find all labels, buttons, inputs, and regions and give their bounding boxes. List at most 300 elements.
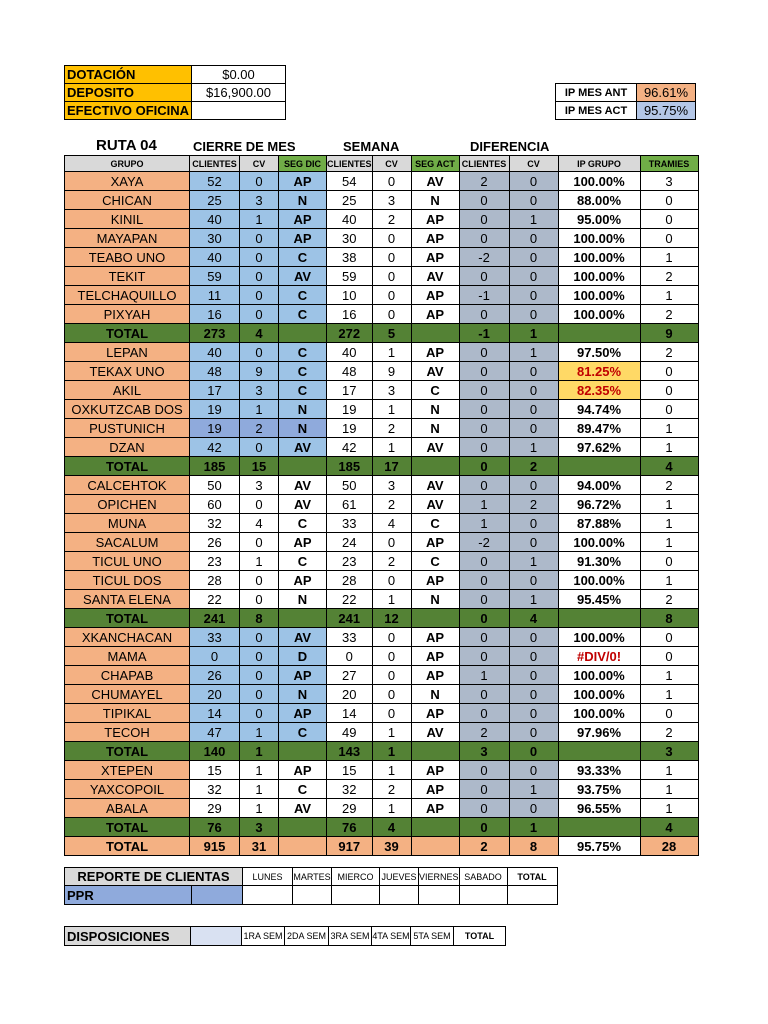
diff-clientes-cell: 0 [459, 685, 509, 704]
clientes-cell[interactable]: 40 [327, 210, 373, 229]
cv-cell[interactable]: 0 [372, 533, 411, 552]
diff-cv-cell: 0 [509, 666, 558, 685]
seg-act-cell[interactable]: AP [411, 761, 459, 780]
total-clientes: 143 [327, 742, 373, 761]
clientes-cell[interactable]: 26 [190, 533, 240, 552]
seg-act-cell[interactable]: N [411, 191, 459, 210]
seg-act-cell[interactable]: AP [411, 666, 459, 685]
summary-value[interactable]: $16,900.00 [192, 84, 286, 102]
table-row [65, 172, 699, 191]
clientes-cell[interactable]: 32 [327, 780, 373, 799]
clientes-cell[interactable]: 26 [190, 666, 240, 685]
clientes-cell[interactable]: 20 [327, 685, 373, 704]
cv-cell[interactable]: 9 [240, 362, 279, 381]
cv-cell[interactable]: 0 [240, 628, 279, 647]
total-cv: 3 [240, 818, 279, 837]
grand-total-diff-clientes: 2 [459, 837, 509, 856]
clientes-cell[interactable]: 23 [327, 552, 373, 571]
column-header: CV [240, 156, 279, 172]
seg-act-cell[interactable]: AP [411, 704, 459, 723]
clientes-cell[interactable]: 40 [327, 343, 373, 362]
seg-act-cell[interactable]: AV [411, 172, 459, 191]
tramites-cell[interactable]: 1 [640, 571, 698, 590]
clientes-cell[interactable]: 40 [190, 248, 240, 267]
total-label: TOTAL [65, 457, 190, 476]
clientes-cell[interactable]: 23 [190, 552, 240, 571]
seg-act-cell[interactable]: N [411, 590, 459, 609]
seg-dic-cell[interactable]: N [279, 685, 327, 704]
cv-cell[interactable]: 1 [240, 780, 279, 799]
tramites-cell[interactable]: 1 [640, 438, 698, 457]
total-clientes: 76 [327, 818, 373, 837]
group-name: SACALUM [65, 533, 190, 552]
cv-cell[interactable]: 0 [240, 647, 279, 666]
cv-cell[interactable]: 0 [372, 647, 411, 666]
diff-cv-cell: 0 [509, 267, 558, 286]
tramites-cell[interactable]: 0 [640, 210, 698, 229]
clientes-cell[interactable]: 33 [190, 628, 240, 647]
ip-grupo-cell: 91.30% [558, 552, 640, 571]
ip-grupo-cell: 97.50% [558, 343, 640, 362]
seg-act-cell[interactable]: AP [411, 286, 459, 305]
cv-cell[interactable]: 1 [372, 723, 411, 742]
grand-total-cv: 39 [372, 837, 411, 856]
day-header: MIERCO [332, 868, 380, 886]
table-row [65, 438, 699, 457]
cv-cell[interactable]: 0 [240, 533, 279, 552]
day-cell[interactable] [293, 886, 332, 905]
ip-grupo-cell: 100.00% [558, 267, 640, 286]
seg-dic-cell[interactable]: AV [279, 799, 327, 818]
header-row [65, 156, 699, 172]
clientes-cell[interactable]: 0 [190, 647, 240, 666]
diff-clientes-cell: -2 [459, 248, 509, 267]
seg-dic-cell[interactable]: C [279, 343, 327, 362]
seg-act-cell[interactable]: AP [411, 628, 459, 647]
total-row [65, 324, 699, 343]
cv-cell[interactable]: 0 [372, 571, 411, 590]
ip-grupo-cell: 96.72% [558, 495, 640, 514]
tramites-cell[interactable]: 1 [640, 248, 698, 267]
total-row [65, 818, 699, 837]
group-name: ABALA [65, 799, 190, 818]
seg-dic-cell[interactable]: AP [279, 571, 327, 590]
clientes-cell[interactable]: 30 [327, 229, 373, 248]
ip-ant-value[interactable]: 96.61% [637, 84, 696, 102]
clientes-cell[interactable]: 50 [190, 476, 240, 495]
cv-cell[interactable]: 0 [240, 172, 279, 191]
seg-act-cell[interactable]: N [411, 400, 459, 419]
cv-cell[interactable]: 1 [240, 761, 279, 780]
seg-dic-cell[interactable]: AP [279, 172, 327, 191]
diff-cv-cell: 0 [509, 799, 558, 818]
clientes-cell[interactable]: 40 [190, 343, 240, 362]
total-diff-cv: 1 [509, 818, 558, 837]
day-cell[interactable] [419, 886, 460, 905]
tramites-cell[interactable]: 0 [640, 647, 698, 666]
cv-cell[interactable]: 0 [240, 571, 279, 590]
clientes-cell[interactable]: 22 [190, 590, 240, 609]
clientes-cell[interactable]: 19 [190, 400, 240, 419]
tramites-cell[interactable]: 1 [640, 533, 698, 552]
summary-row [65, 84, 286, 102]
clientes-cell[interactable]: 33 [327, 514, 373, 533]
table-row [65, 685, 699, 704]
clientes-cell[interactable]: 17 [190, 381, 240, 400]
clientes-cell[interactable]: 14 [190, 704, 240, 723]
seg-dic-cell[interactable]: AV [279, 267, 327, 286]
clientes-cell[interactable]: 29 [190, 799, 240, 818]
total-blank [558, 324, 640, 343]
tramites-cell[interactable]: 2 [640, 267, 698, 286]
group-name: TELCHAQUILLO [65, 286, 190, 305]
tramites-cell[interactable]: 3 [640, 172, 698, 191]
tramites-cell[interactable]: 1 [640, 761, 698, 780]
group-name: CHICAN [65, 191, 190, 210]
cv-cell[interactable]: 0 [240, 590, 279, 609]
clientes-cell[interactable]: 19 [190, 419, 240, 438]
cv-cell[interactable]: 0 [240, 666, 279, 685]
tramites-cell[interactable]: 0 [640, 191, 698, 210]
seg-dic-cell[interactable]: N [279, 419, 327, 438]
diff-cv-cell: 0 [509, 229, 558, 248]
seg-act-cell[interactable]: AP [411, 229, 459, 248]
group-name: DZAN [65, 438, 190, 457]
clientes-cell[interactable]: 54 [327, 172, 373, 191]
diff-clientes-cell: -2 [459, 533, 509, 552]
seg-dic-cell[interactable]: AV [279, 628, 327, 647]
clientes-cell[interactable]: 61 [327, 495, 373, 514]
total-clientes: 185 [327, 457, 373, 476]
seg-dic-cell[interactable]: C [279, 780, 327, 799]
clientes-cell[interactable]: 16 [327, 305, 373, 324]
table-row [65, 590, 699, 609]
cv-cell[interactable]: 0 [240, 305, 279, 324]
clientes-cell[interactable]: 16 [190, 305, 240, 324]
cv-cell[interactable]: 0 [240, 704, 279, 723]
clientes-cell[interactable]: 20 [190, 685, 240, 704]
diff-clientes-cell: 0 [459, 780, 509, 799]
group-name: TIPIKAL [65, 704, 190, 723]
tramites-cell[interactable]: 0 [640, 628, 698, 647]
cv-cell[interactable]: 2 [372, 780, 411, 799]
tramites-cell[interactable]: 1 [640, 780, 698, 799]
seg-act-cell[interactable]: AV [411, 495, 459, 514]
tramites-cell[interactable]: 0 [640, 552, 698, 571]
cv-cell[interactable]: 0 [240, 248, 279, 267]
clientes-cell[interactable]: 10 [327, 286, 373, 305]
tramites-cell[interactable]: 0 [640, 362, 698, 381]
seg-dic-cell[interactable]: AP [279, 666, 327, 685]
diff-clientes-cell: 0 [459, 476, 509, 495]
cv-cell[interactable]: 0 [372, 286, 411, 305]
cv-cell[interactable]: 1 [240, 552, 279, 571]
cv-cell[interactable]: 1 [372, 400, 411, 419]
clientes-cell[interactable]: 32 [190, 514, 240, 533]
diff-cv-cell: 0 [509, 685, 558, 704]
grand-total-diff-cv: 8 [509, 837, 558, 856]
clientes-cell[interactable]: 25 [327, 191, 373, 210]
clientes-cell[interactable]: 25 [190, 191, 240, 210]
cv-cell[interactable]: 2 [372, 210, 411, 229]
clientes-cell[interactable]: 40 [190, 210, 240, 229]
ppr-cell[interactable] [191, 886, 242, 905]
cv-cell[interactable]: 1 [240, 799, 279, 818]
grand-total-row [65, 837, 699, 856]
tramites-cell[interactable]: 2 [640, 343, 698, 362]
clientes-cell[interactable]: 19 [327, 419, 373, 438]
cv-cell[interactable]: 9 [372, 362, 411, 381]
cv-cell[interactable]: 3 [372, 381, 411, 400]
day-cell[interactable] [459, 886, 507, 905]
total-label: TOTAL [65, 818, 190, 837]
cv-cell[interactable]: 2 [372, 419, 411, 438]
cv-cell[interactable]: 0 [240, 286, 279, 305]
cv-cell[interactable]: 0 [240, 495, 279, 514]
seg-act-cell[interactable]: C [411, 514, 459, 533]
day-cell[interactable] [243, 886, 293, 905]
group-name: CHUMAYEL [65, 685, 190, 704]
tramites-cell[interactable]: 1 [640, 286, 698, 305]
seg-act-cell[interactable]: AV [411, 476, 459, 495]
cv-cell[interactable]: 0 [372, 305, 411, 324]
tramites-cell[interactable]: 1 [640, 495, 698, 514]
tramites-cell[interactable]: 1 [640, 685, 698, 704]
clientes-cell[interactable]: 30 [190, 229, 240, 248]
tramites-cell[interactable]: 1 [640, 514, 698, 533]
diff-cv-cell: 1 [509, 780, 558, 799]
summary-value[interactable] [192, 102, 286, 120]
cv-cell[interactable]: 0 [240, 267, 279, 286]
seg-dic-cell[interactable]: AV [279, 476, 327, 495]
tramites-cell[interactable]: 1 [640, 666, 698, 685]
total-clientes: 273 [190, 324, 240, 343]
cv-cell[interactable]: 0 [372, 229, 411, 248]
diff-cv-cell: 0 [509, 172, 558, 191]
group-name: XTEPEN [65, 761, 190, 780]
cv-cell[interactable]: 0 [372, 248, 411, 267]
cv-cell[interactable]: 1 [240, 723, 279, 742]
seg-dic-cell[interactable]: AP [279, 704, 327, 723]
clientes-cell[interactable]: 42 [327, 438, 373, 457]
seg-dic-cell[interactable]: D [279, 647, 327, 666]
seg-dic-cell[interactable]: N [279, 191, 327, 210]
seg-dic-cell[interactable]: AP [279, 210, 327, 229]
diff-clientes-cell: 0 [459, 362, 509, 381]
clientes-cell[interactable]: 29 [327, 799, 373, 818]
ip-grupo-cell: 95.00% [558, 210, 640, 229]
cv-cell[interactable]: 1 [372, 343, 411, 362]
tramites-cell[interactable]: 0 [640, 229, 698, 248]
cv-cell[interactable]: 2 [372, 552, 411, 571]
clientes-cell[interactable]: 27 [327, 666, 373, 685]
cv-cell[interactable]: 3 [372, 191, 411, 210]
clientes-cell[interactable]: 17 [327, 381, 373, 400]
seg-act-cell[interactable]: AP [411, 799, 459, 818]
total-tramites: 4 [640, 818, 698, 837]
cv-cell[interactable]: 0 [372, 666, 411, 685]
tramites-cell[interactable]: 0 [640, 400, 698, 419]
ip-grupo-cell: 100.00% [558, 533, 640, 552]
grand-total-tramites: 28 [640, 837, 698, 856]
total-clientes: 272 [327, 324, 373, 343]
clientes-cell[interactable]: 0 [327, 647, 373, 666]
cv-cell[interactable]: 1 [240, 210, 279, 229]
group-name: OPICHEN [65, 495, 190, 514]
clientes-cell[interactable]: 32 [190, 780, 240, 799]
cv-cell[interactable]: 0 [240, 229, 279, 248]
diff-cv-cell: 0 [509, 381, 558, 400]
diff-cv-cell: 0 [509, 704, 558, 723]
seg-dic-cell[interactable]: C [279, 248, 327, 267]
diff-clientes-cell: 1 [459, 666, 509, 685]
seg-act-cell[interactable]: N [411, 419, 459, 438]
tramites-cell[interactable]: 0 [640, 704, 698, 723]
cv-cell[interactable]: 1 [240, 400, 279, 419]
week-header: 2DA SEM [285, 927, 329, 946]
clientes-cell[interactable]: 19 [327, 400, 373, 419]
tramites-cell[interactable]: 1 [640, 419, 698, 438]
total-blank [558, 818, 640, 837]
seg-act-cell[interactable]: AP [411, 780, 459, 799]
clientes-cell[interactable]: 50 [327, 476, 373, 495]
cv-cell[interactable]: 1 [372, 761, 411, 780]
seg-act-cell[interactable]: AP [411, 533, 459, 552]
cv-cell[interactable]: 3 [372, 476, 411, 495]
clientes-cell[interactable]: 38 [327, 248, 373, 267]
seg-act-cell[interactable]: AP [411, 210, 459, 229]
cv-cell[interactable]: 0 [372, 267, 411, 286]
seg-act-cell[interactable]: N [411, 685, 459, 704]
group-name: AKIL [65, 381, 190, 400]
total-diff-clientes: 0 [459, 457, 509, 476]
table-row [65, 533, 699, 552]
clientes-cell[interactable]: 24 [327, 533, 373, 552]
cv-cell[interactable]: 3 [240, 381, 279, 400]
cv-cell[interactable]: 0 [372, 685, 411, 704]
seg-dic-cell[interactable]: AV [279, 438, 327, 457]
clientes-cell[interactable]: 60 [190, 495, 240, 514]
clientes-cell[interactable]: 49 [327, 723, 373, 742]
cv-cell[interactable]: 0 [372, 628, 411, 647]
total-cv: 15 [240, 457, 279, 476]
cv-cell[interactable]: 0 [240, 343, 279, 362]
clientes-cell[interactable]: 42 [190, 438, 240, 457]
diff-cv-cell: 0 [509, 514, 558, 533]
seg-dic-cell[interactable]: C [279, 286, 327, 305]
seg-act-cell[interactable]: C [411, 381, 459, 400]
seg-dic-cell[interactable]: AP [279, 229, 327, 248]
clientes-cell[interactable]: 59 [190, 267, 240, 286]
cv-cell[interactable]: 4 [240, 514, 279, 533]
day-cell[interactable] [332, 886, 380, 905]
clientes-cell[interactable]: 28 [190, 571, 240, 590]
seg-act-cell[interactable]: AV [411, 362, 459, 381]
seg-dic-cell[interactable]: N [279, 400, 327, 419]
seg-dic-cell[interactable]: C [279, 552, 327, 571]
cv-cell[interactable]: 0 [372, 704, 411, 723]
seg-dic-cell[interactable]: AV [279, 495, 327, 514]
cv-cell[interactable]: 1 [372, 590, 411, 609]
cv-cell[interactable]: 2 [240, 419, 279, 438]
seg-act-cell[interactable]: AP [411, 248, 459, 267]
clientes-cell[interactable]: 48 [327, 362, 373, 381]
seg-act-cell[interactable]: C [411, 552, 459, 571]
clientes-cell[interactable]: 11 [190, 286, 240, 305]
cv-cell[interactable]: 1 [372, 799, 411, 818]
seg-dic-cell[interactable]: N [279, 590, 327, 609]
tramites-cell[interactable]: 2 [640, 476, 698, 495]
seg-act-cell[interactable]: AP [411, 647, 459, 666]
seg-dic-cell[interactable]: C [279, 514, 327, 533]
seg-dic-cell[interactable]: C [279, 381, 327, 400]
tramites-cell[interactable]: 2 [640, 590, 698, 609]
seg-dic-cell[interactable]: C [279, 305, 327, 324]
disposiciones-cell[interactable] [191, 927, 242, 946]
cv-cell[interactable]: 1 [372, 438, 411, 457]
grand-total-clientes: 917 [327, 837, 373, 856]
seg-act-cell[interactable]: AV [411, 267, 459, 286]
table-row [65, 495, 699, 514]
ip-grupo-cell: #DIV/0! [558, 647, 640, 666]
seg-dic-cell[interactable]: AP [279, 533, 327, 552]
clientes-cell[interactable]: 47 [190, 723, 240, 742]
seg-dic-cell[interactable]: C [279, 362, 327, 381]
tramites-cell[interactable]: 1 [640, 799, 698, 818]
ip-row [556, 102, 696, 120]
clientes-cell[interactable]: 15 [327, 761, 373, 780]
ip-act-value[interactable]: 95.75% [637, 102, 696, 120]
seg-dic-cell[interactable]: AP [279, 761, 327, 780]
table-row [65, 400, 699, 419]
clientes-cell[interactable]: 15 [190, 761, 240, 780]
tramites-cell[interactable]: 0 [640, 381, 698, 400]
summary-value[interactable]: $0.00 [192, 66, 286, 84]
week-header: 5TA SEM [411, 927, 454, 946]
seg-dic-cell[interactable]: C [279, 723, 327, 742]
total-clientes: 241 [327, 609, 373, 628]
clientes-cell[interactable]: 48 [190, 362, 240, 381]
cv-cell[interactable]: 0 [240, 438, 279, 457]
seg-act-cell[interactable]: AP [411, 571, 459, 590]
cv-cell[interactable]: 3 [240, 191, 279, 210]
day-cell[interactable] [380, 886, 419, 905]
clientes-cell[interactable]: 28 [327, 571, 373, 590]
total-tramites: 8 [640, 609, 698, 628]
seg-act-cell[interactable]: AV [411, 438, 459, 457]
clientes-cell[interactable]: 33 [327, 628, 373, 647]
ip-grupo-cell: 96.55% [558, 799, 640, 818]
seg-act-cell[interactable]: AP [411, 343, 459, 362]
clientes-cell[interactable]: 14 [327, 704, 373, 723]
cv-cell[interactable]: 4 [372, 514, 411, 533]
diff-cv-cell: 0 [509, 647, 558, 666]
cv-cell[interactable]: 3 [240, 476, 279, 495]
table-row [65, 343, 699, 362]
cv-cell[interactable]: 0 [240, 685, 279, 704]
seg-act-cell[interactable]: AP [411, 305, 459, 324]
clientes-cell[interactable]: 22 [327, 590, 373, 609]
cv-cell[interactable]: 0 [372, 172, 411, 191]
seg-act-cell[interactable]: AV [411, 723, 459, 742]
ip-grupo-cell: 89.47% [558, 419, 640, 438]
tramites-cell[interactable]: 2 [640, 723, 698, 742]
tramites-cell[interactable]: 2 [640, 305, 698, 324]
total-cell[interactable] [507, 886, 557, 905]
clientes-cell[interactable]: 52 [190, 172, 240, 191]
cv-cell[interactable]: 2 [372, 495, 411, 514]
clientes-cell[interactable]: 59 [327, 267, 373, 286]
